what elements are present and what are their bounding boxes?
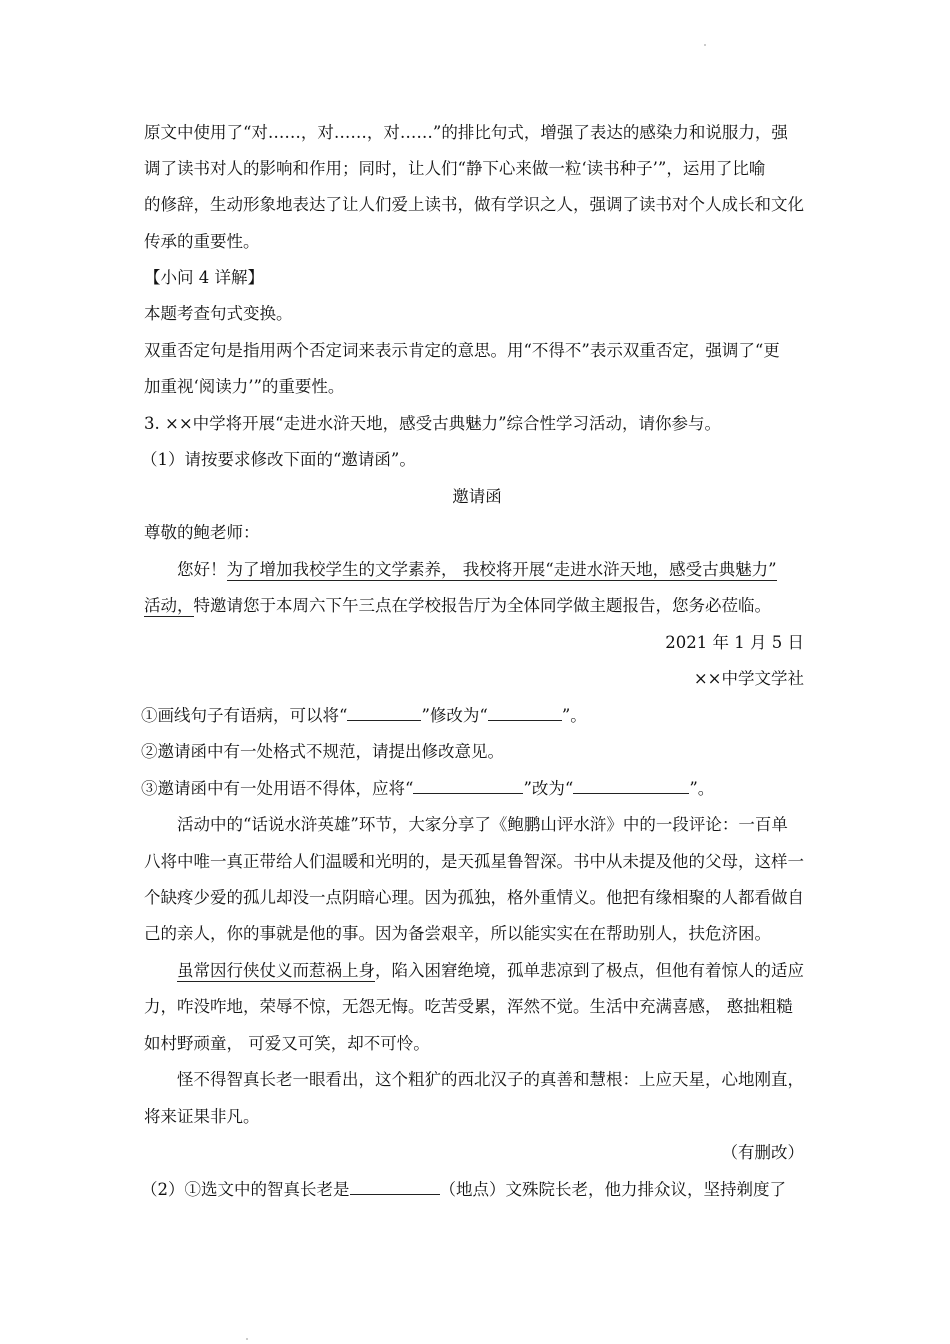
q4-explanation: 双重否定句是指用两个否定词来表示肯定的意思。用“不得不”表示双重否定，强调了“更 <box>144 341 780 360</box>
analysis-line: 的修辞，生动形象地表达了让人们爱上读书，做有学识之人，强调了读书对个人成长和文化 <box>144 195 804 214</box>
underlined-sentence: 为了增加我校学生的文学素养， 我校将开展“走进水浒天地，感受古典魅力” <box>226 560 777 579</box>
sub-2-text: （2）①选文中的智真长老是 <box>141 1180 350 1199</box>
letter-body-line <box>177 558 777 582</box>
task-1 <box>141 704 587 728</box>
page-mark-top <box>704 44 706 46</box>
task-1-text: ”修改为“ <box>421 706 488 725</box>
passage-line <box>177 959 804 983</box>
question-3-sub-2 <box>141 1178 786 1202</box>
task-1-text: ①画线句子有语病，可以将“ <box>141 706 348 725</box>
task-3 <box>141 777 714 801</box>
answer-blank[interactable] <box>488 706 562 721</box>
letter-body-line <box>144 594 771 618</box>
analysis-line: 调了读书对人的影响和作用；同时，让人们“静下心来做一粒‘读书种子’”，运用了比喻 <box>144 159 766 178</box>
passage-line: 活动中的“话说水浒英雄”环节，大家分享了《鲍鹏山评水浒》中的一段评论：一百单 <box>177 815 788 834</box>
question-3-stem: 3. ××中学将开展“走进水浒天地，感受古典魅力”综合性学习活动，请你参与。 <box>144 414 722 433</box>
underlined-sentence-end: 活动， <box>144 596 194 615</box>
letter-date: 2021 年 1 月 5 日 <box>665 633 804 652</box>
passage-text: ，陷入困窘绝境，孤单悲凉到了极点，但他有着惊人的适应 <box>375 961 804 980</box>
sub-2-text: （地点）文殊院长老，他力排众议，坚持剃度了 <box>439 1180 786 1199</box>
q4-topic: 本题考查句式变换。 <box>144 304 293 323</box>
task-3-text: ”改为“ <box>523 779 574 798</box>
task-2: ②邀请函中有一处格式不规范，请提出修改意见。 <box>141 742 504 761</box>
passage-line: 个缺疼少爱的孤儿却没一点阴暗心理。因为孤独，格外重情义。他把有缘相聚的人都看做自 <box>144 888 804 907</box>
q4-explanation: 加重视‘阅读力’”的重要性。 <box>144 377 345 396</box>
task-1-text: ”。 <box>561 706 587 725</box>
analysis-line: 原文中使用了“对……，对……，对……”的排比句式，增强了表达的感染力和说服力，强 <box>144 123 788 142</box>
letter-signature: ××中学文学社 <box>693 669 804 688</box>
q4-heading: 【小问 4 详解】 <box>144 268 264 287</box>
answer-blank[interactable] <box>573 779 689 794</box>
passage-line: 力，咋没咋地，荣辱不惊，无怨无悔。吃苦受累，浑然不觉。生活中充满喜感， 憨拙粗糙 <box>144 997 793 1016</box>
letter-title: 邀请函 <box>452 487 502 506</box>
letter-greeting: 尊敬的鲍老师： <box>144 523 260 542</box>
passage-line: 怪不得智真长老一眼看出，这个粗犷的西北汉子的真善和慧根：上应天星，心地刚直， <box>177 1070 804 1089</box>
answer-blank[interactable] <box>347 706 421 721</box>
page-mark-bottom <box>246 1338 248 1340</box>
passage-line: 将来证果非凡。 <box>144 1107 260 1126</box>
letter-body-rest: 特邀请您于本周六下午三点在学校报告厅为全体同学做主题报告，您务必莅临。 <box>193 596 771 615</box>
letter-hello: 您好！ <box>177 560 227 579</box>
passage-line: 如村野顽童， 可爱又可笑，却不可怜。 <box>144 1034 430 1053</box>
analysis-line: 传承的重要性。 <box>144 232 260 251</box>
source-note: （有删改） <box>721 1143 804 1162</box>
task-3-text: ③邀请函中有一处用语不得体，应将“ <box>141 779 414 798</box>
answer-blank[interactable] <box>413 779 523 794</box>
passage-line: 八将中唯一真正带给人们温暖和光明的，是天孤星鲁智深。书中从未提及他的父母，这样一 <box>144 852 804 871</box>
underlined-phrase: 虽常因行侠仗义而惹祸上身 <box>177 961 375 980</box>
passage-line: 己的亲人，你的事就是他的事。因为备尝艰辛，所以能实实在在帮助别人，扶危济困。 <box>144 924 771 943</box>
answer-blank[interactable] <box>350 1180 440 1195</box>
question-3-sub-1: （1）请按要求修改下面的“邀请函”。 <box>141 450 416 469</box>
task-3-text: ”。 <box>689 779 715 798</box>
